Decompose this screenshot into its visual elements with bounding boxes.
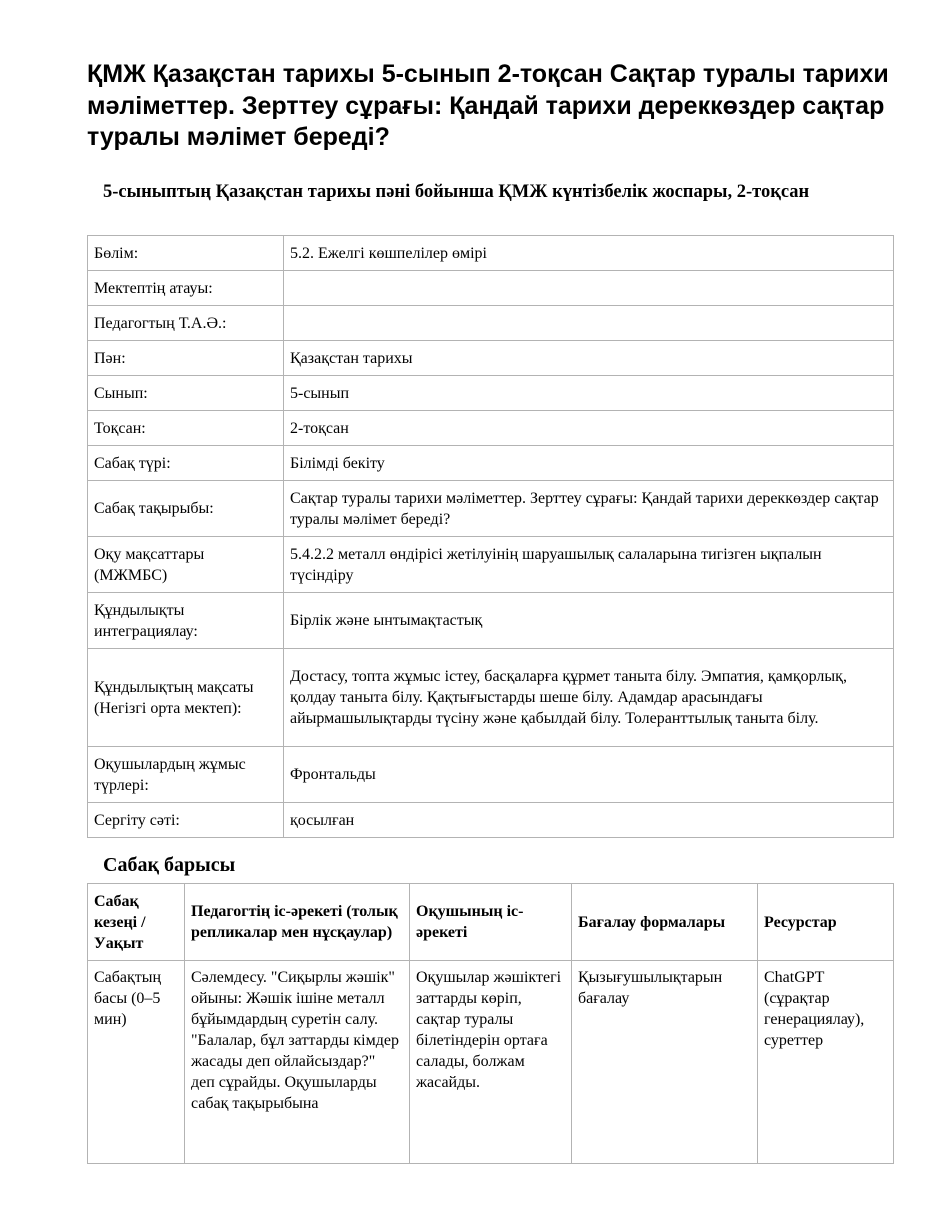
info-row-lesson-type [88, 446, 894, 481]
info-label: Сабақ тақырыбы: [88, 481, 284, 537]
info-label: Сергіту сәті: [88, 803, 284, 838]
lesson-row [88, 961, 894, 1164]
info-value: қосылған [284, 803, 894, 838]
info-label: Пән: [88, 341, 284, 376]
info-value: 5.2. Ежелгі көшпелілер өмірі [284, 236, 894, 271]
info-value: Фронтальды [284, 747, 894, 803]
info-row-break [88, 803, 894, 838]
lesson-assessment: Қызығушылықтарын бағалау [572, 961, 758, 1164]
info-row-work-types [88, 747, 894, 803]
info-value: 5.4.2.2 металл өндірісі жетілуінің шаруашылық салаларына тигізген ықпалын түсіндіру [284, 537, 894, 593]
header-assessment: Бағалау формалары [572, 884, 758, 961]
info-row-grade [88, 376, 894, 411]
lesson-teacher-activity: Сәлемдесу. "Сиқырлы жәшік" ойыны: Жәшік ішіне металл бұйымдардың суретін салу. "Балалар, бұл заттарды кімдер жасады деп ойлайсыздар?" деп сұрайды. Оқушыларды сабақ тақырыбына [185, 961, 410, 1164]
info-row-teacher [88, 306, 894, 341]
info-row-quarter [88, 411, 894, 446]
info-table [87, 235, 894, 838]
header-stage: Сабақ кезеңі / Уақыт [88, 884, 185, 961]
document-title: ҚМЖ Қазақстан тарихы 5-сынып 2-тоқсан Сақтар туралы тарихи мәліметтер. Зерттеу сұрағы: Қандай тарихи дереккөздер сақтар туралы мәлімет береді? [87, 60, 889, 151]
lesson-header-row [88, 884, 894, 961]
info-row-value-integration [88, 593, 894, 649]
info-value: Қазақстан тарихы [284, 341, 894, 376]
info-row-value-goal [88, 649, 894, 747]
info-row-school [88, 271, 894, 306]
lesson-resources: ChatGPT (сұрақтар генерациялау), суреттер [758, 961, 894, 1164]
lesson-table [87, 883, 894, 1164]
info-label: Педагогтың Т.А.Ә.: [88, 306, 284, 341]
lesson-stage: Сабақтың басы (0–5 мин) [88, 961, 185, 1164]
header-teacher-activity: Педагогтің іс-әрекеті (толық репликалар мен нұсқаулар) [185, 884, 410, 961]
info-value [284, 271, 894, 306]
info-value: 2-тоқсан [284, 411, 894, 446]
info-value: Бірлік және ынтымақтастық [284, 593, 894, 649]
info-label: Мектептің атауы: [88, 271, 284, 306]
info-label: Оқушылардың жұмыс түрлері: [88, 747, 284, 803]
header-resources: Ресурстар [758, 884, 894, 961]
info-value: 5-сынып [284, 376, 894, 411]
lesson-section-title: Сабақ барысы [103, 854, 236, 876]
info-label: Бөлім: [88, 236, 284, 271]
info-value [284, 306, 894, 341]
plan-subtitle: 5-сыныптың Қазақстан тарихы пәні бойынша ҚМЖ күнтізбелік жоспары, 2-тоқсан [103, 182, 810, 202]
info-label: Құндылықты интеграциялау: [88, 593, 284, 649]
info-value: Достасу, топта жұмыс істеу, басқаларға құрмет таныта білу. Эмпатия, қамқорлық, қолдау таныта білу. Қақтығыстарды шеше білу. Адамдар арасындағы айырмашылықтарды түсіну және қабылдай білу. Толеранттылық таныта білу. [284, 649, 894, 747]
info-value: Білімді бекіту [284, 446, 894, 481]
info-row-subject [88, 341, 894, 376]
info-label: Құндылықтың мақсаты (Негізгі орта мектеп): [88, 649, 284, 747]
info-row-lesson-topic [88, 481, 894, 537]
info-label: Сынып: [88, 376, 284, 411]
lesson-student-activity: Оқушылар жәшіктегі заттарды көріп, сақтар туралы білетіндерін ортаға салады, болжам жасайды. [410, 961, 572, 1164]
info-label: Оқу мақсаттары (МЖМБС) [88, 537, 284, 593]
info-row-objectives [88, 537, 894, 593]
info-row-section [88, 236, 894, 271]
header-student-activity: Оқушының іс-әрекеті [410, 884, 572, 961]
info-label: Сабақ түрі: [88, 446, 284, 481]
info-value: Сақтар туралы тарихи мәліметтер. Зерттеу сұрағы: Қандай тарихи дереккөздер сақтар туралы мәлімет береді? [284, 481, 894, 537]
info-label: Тоқсан: [88, 411, 284, 446]
